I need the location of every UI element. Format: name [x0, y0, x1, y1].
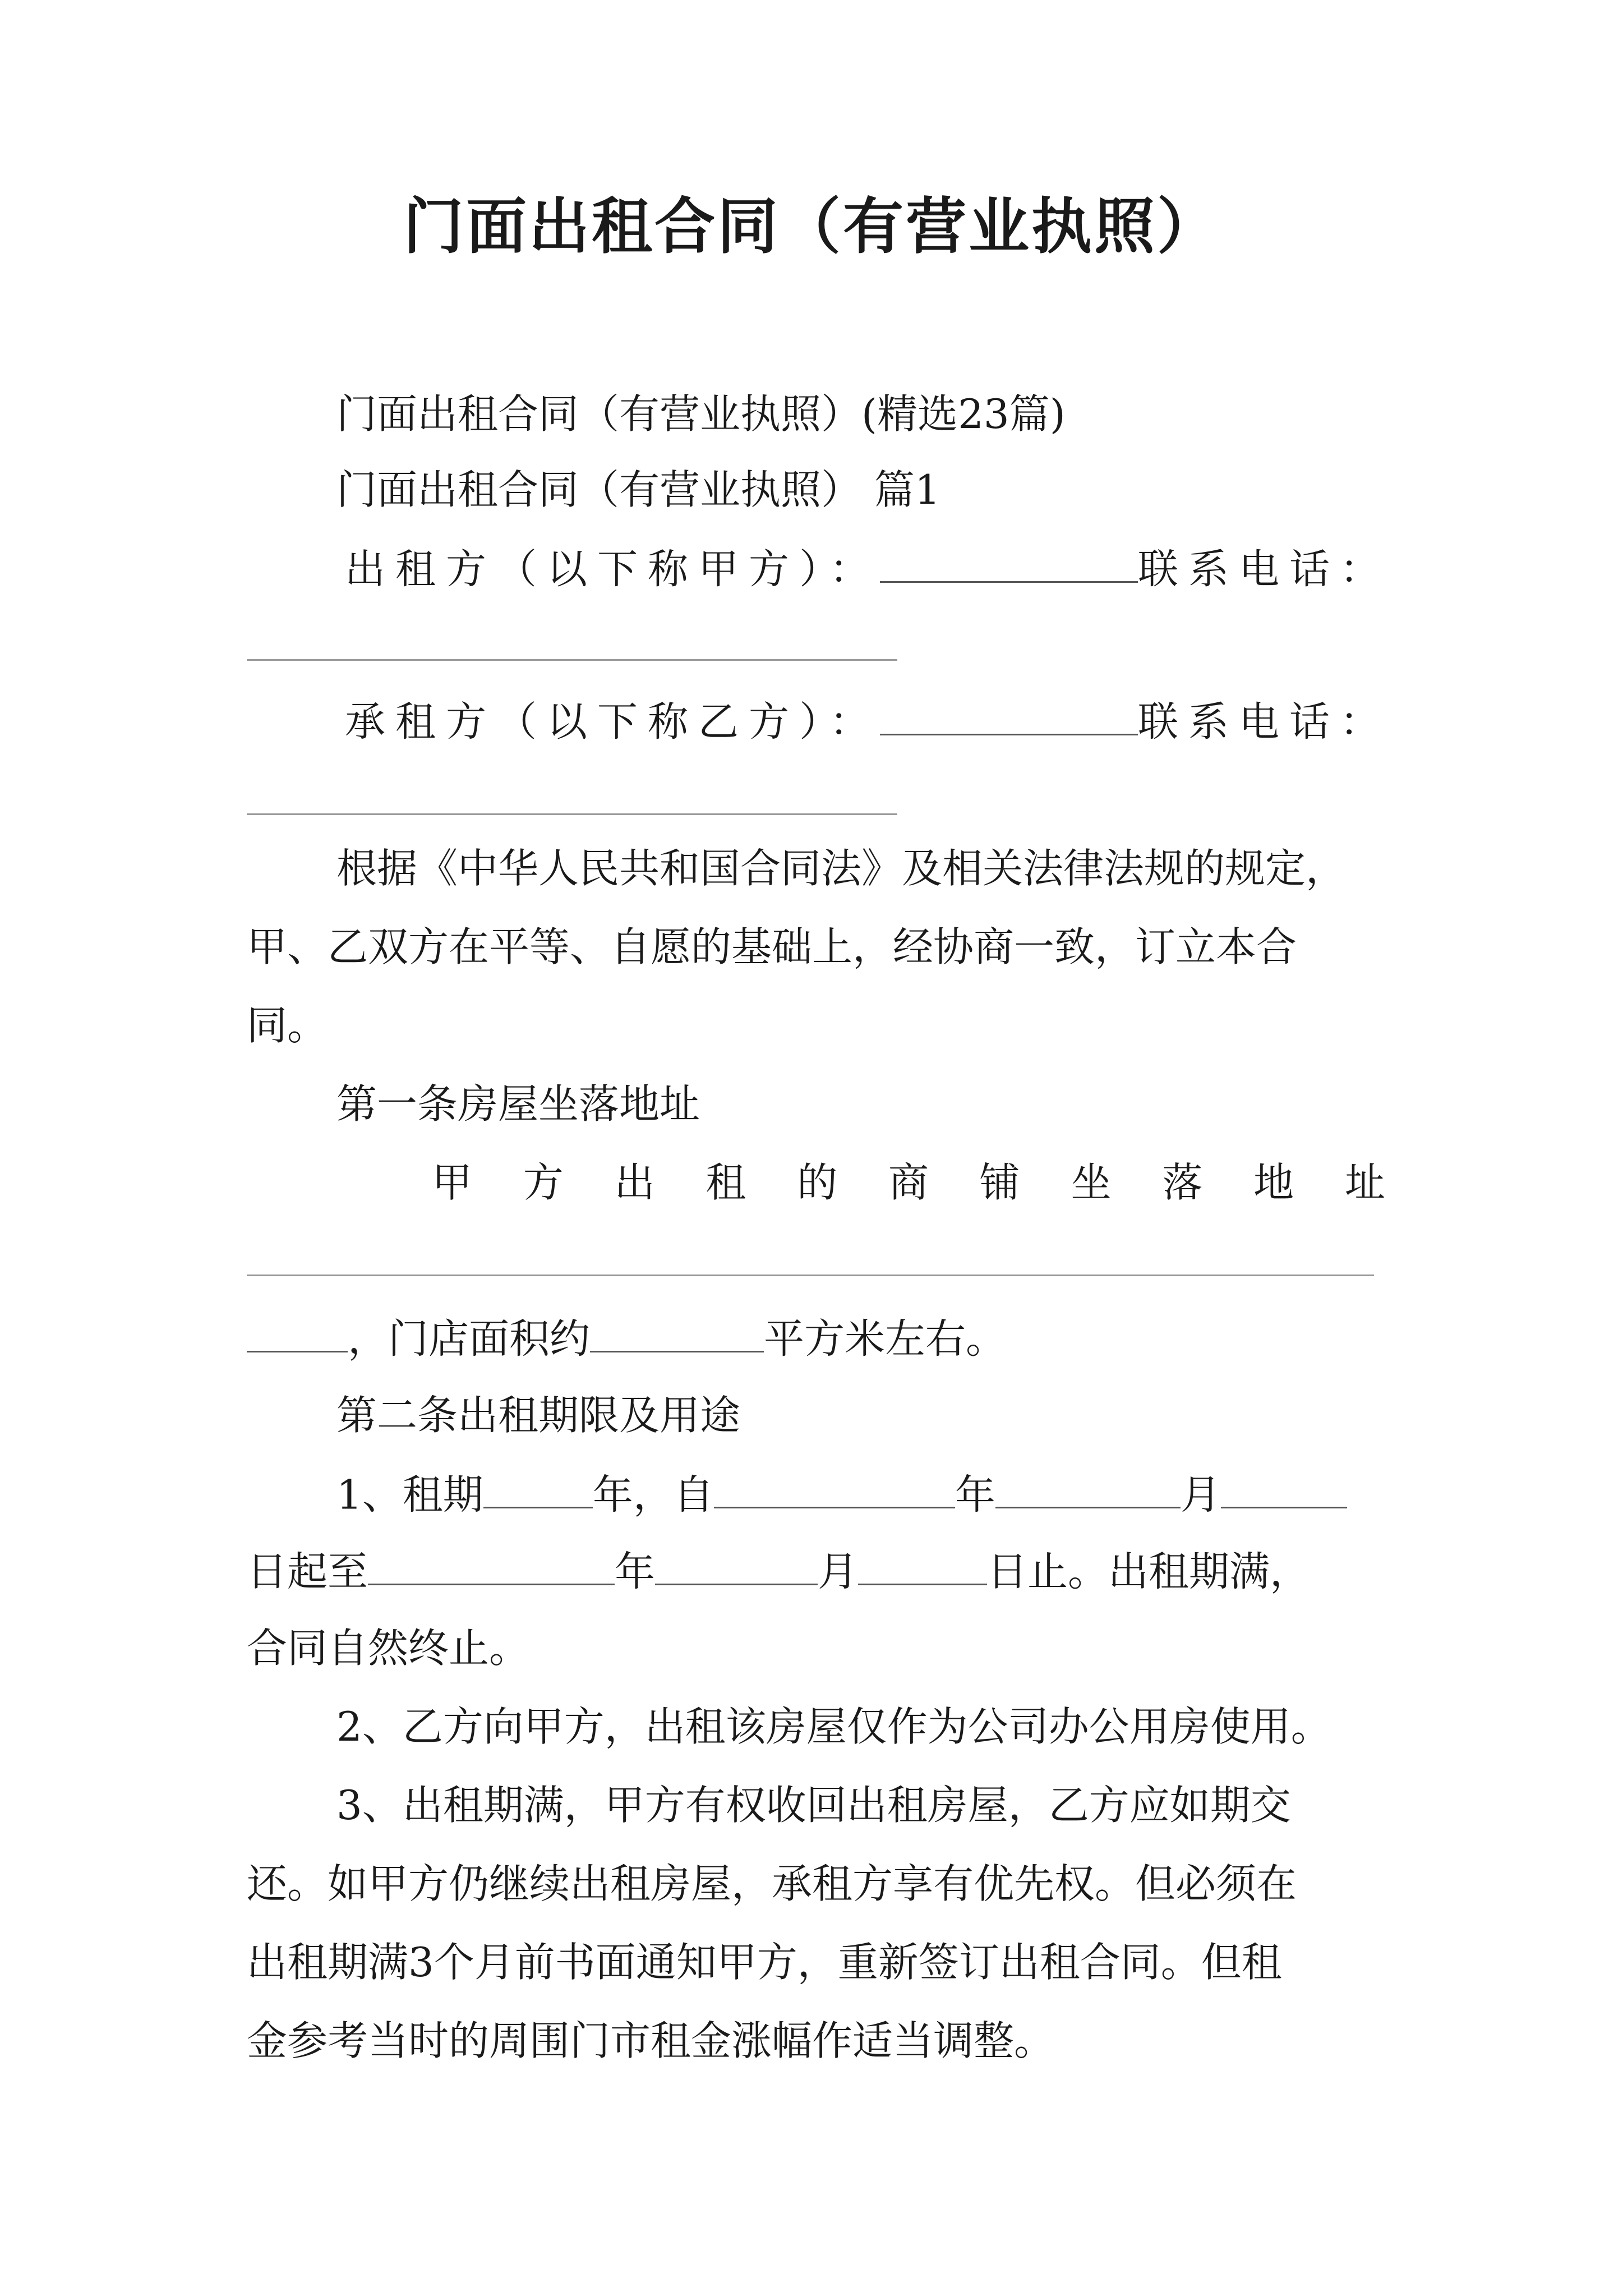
lessee-blank	[880, 696, 1138, 735]
lessor-blank	[880, 543, 1138, 583]
address-char: 铺	[979, 1159, 1020, 1206]
start-year-blank	[714, 1469, 955, 1508]
lessor-label: 出租方（以下称甲方）：	[345, 545, 880, 593]
article2-item1-line1	[336, 1469, 1347, 1519]
address-char: 方	[523, 1159, 564, 1206]
lessor-line	[345, 543, 1390, 593]
address-char: 落	[1162, 1159, 1203, 1206]
address-end-blank	[247, 1313, 348, 1352]
start-month-blank	[995, 1469, 1181, 1508]
start-year-label: 年	[955, 1471, 995, 1519]
address-char: 出	[614, 1159, 655, 1206]
article1-address-line	[432, 1158, 1385, 1207]
start-day-blank	[1221, 1469, 1347, 1508]
term-years-blank	[483, 1469, 593, 1508]
area-unit: 平方米左右。	[764, 1315, 1007, 1363]
end-day-blank	[858, 1545, 987, 1585]
address-char: 的	[797, 1159, 838, 1206]
lessor-phone-label: 联系电话：	[1138, 545, 1391, 593]
intro-line-1: 根据《中华人民共和国合同法》及相关法律法规的规定，	[336, 845, 1347, 892]
article2-item1-line2	[247, 1545, 1310, 1596]
end-month-label: 月	[818, 1548, 859, 1595]
article2-item2: 2、乙方向甲方，出租该房屋仅作为公司办公用房使用。	[336, 1703, 1331, 1750]
address-char: 租	[706, 1159, 746, 1206]
start-to-label: 日起至	[247, 1548, 368, 1595]
intro-line-3: 同。	[247, 1002, 328, 1049]
lessee-phone-blank	[247, 813, 897, 815]
end-year-label: 年	[615, 1548, 656, 1595]
term-label: 1、租期	[336, 1471, 483, 1519]
address-char: 地	[1253, 1159, 1294, 1206]
article1-area-line	[247, 1313, 1006, 1363]
end-label: 日止。出租期满，	[987, 1548, 1311, 1595]
area-label: ，门店面积约	[348, 1315, 591, 1363]
address-char: 甲	[432, 1159, 473, 1206]
chapter-heading: 门面出租合同（有营业执照） 篇1	[336, 466, 940, 513]
term-year-from: 年，自	[592, 1471, 714, 1519]
lessor-phone-blank	[247, 659, 897, 661]
address-char: 坐	[1071, 1159, 1112, 1206]
document-title: 门面出租合同（有营业执照）	[403, 191, 1220, 262]
article2-item3-line1: 3、出租期满，甲方有权收回出租房屋，乙方应如期交	[336, 1782, 1291, 1829]
article2-heading: 第二条出租期限及用途	[336, 1392, 741, 1439]
end-year-blank	[368, 1545, 615, 1585]
article2-item1-line3: 合同自然终止。	[247, 1625, 530, 1672]
article2-item3-line3: 出租期满3个月前书面通知甲方，重新签订出租合同。但租	[247, 1939, 1282, 1986]
end-month-blank	[655, 1545, 818, 1585]
area-blank	[590, 1313, 764, 1352]
article2-item3-line4: 金参考当时的周围门市租金涨幅作适当调整。	[247, 2017, 1055, 2064]
start-month-label: 月	[1180, 1471, 1221, 1519]
lessee-phone-label: 联系电话：	[1138, 698, 1391, 746]
lessee-label: 承租方（以下称乙方）：	[345, 698, 880, 746]
address-blank	[247, 1274, 1374, 1276]
subtitle: 门面出租合同（有营业执照）(精选23篇)	[336, 390, 1066, 438]
address-char: 址	[1344, 1159, 1385, 1206]
article1-heading: 第一条房屋坐落地址	[336, 1080, 700, 1128]
article2-item3-line2: 还。如甲方仍继续出租房屋，承租方享有优先权。但必须在	[247, 1860, 1297, 1907]
lessee-line	[345, 696, 1390, 746]
address-char: 商	[888, 1159, 929, 1206]
intro-line-2: 甲、乙双方在平等、自愿的基础上，经协商一致，订立本合	[247, 923, 1297, 970]
